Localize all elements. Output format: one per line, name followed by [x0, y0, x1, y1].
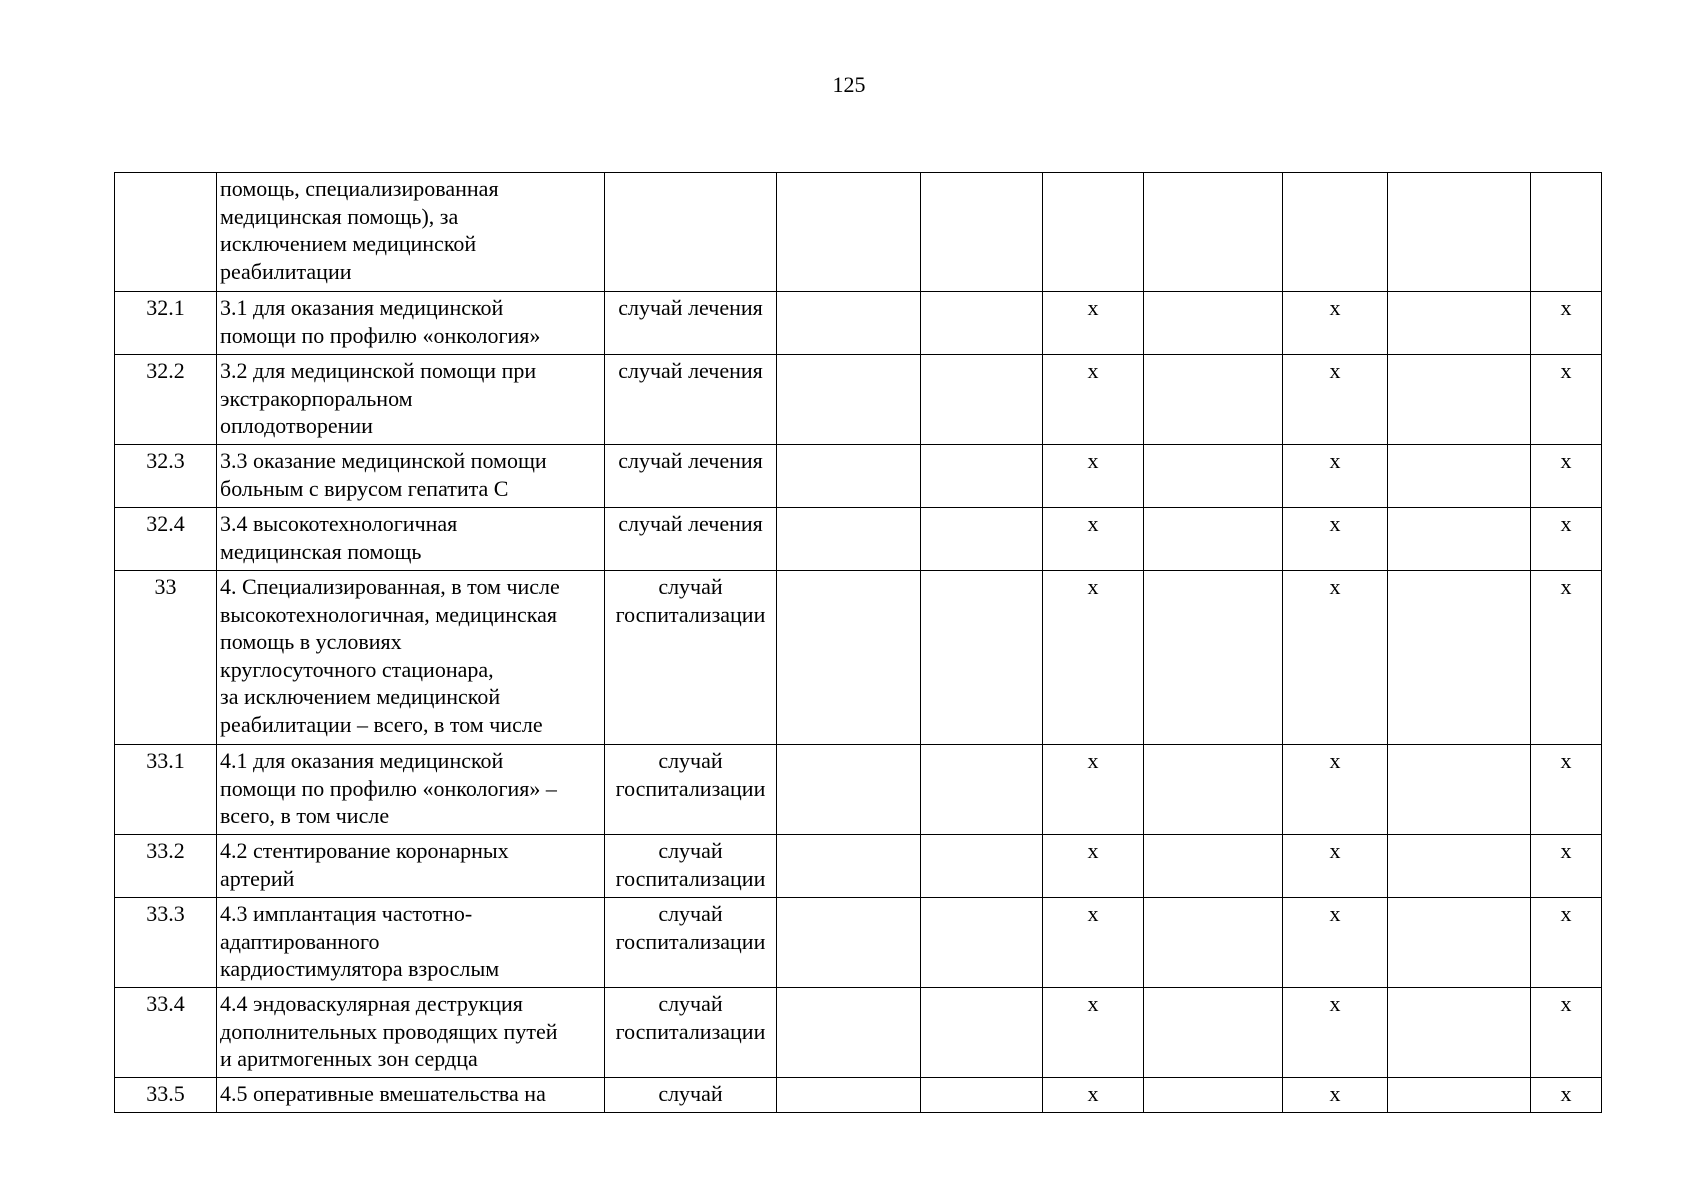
row-unit-line: госпитализации [615, 928, 766, 954]
row-name-line: всего, в том числе [220, 803, 390, 828]
row-unit-line: случай лечения [618, 295, 763, 320]
value-cell [777, 898, 921, 988]
value-cell: х [1043, 292, 1144, 355]
row-unit-line: случай лечения [618, 448, 763, 473]
value-cell [921, 571, 1043, 745]
row-name-line: дополнительных проводящих путей [220, 1018, 558, 1044]
value-cell: х [1043, 1078, 1144, 1113]
value-cell [1388, 1078, 1531, 1113]
row-name-line: 3.1 для оказания медицинской [220, 295, 504, 320]
row-unit-cell [605, 745, 777, 835]
row-name-cell [217, 571, 605, 745]
table-row [115, 1078, 1602, 1113]
value-cell: х [1531, 355, 1602, 445]
row-name-line: артерий [220, 865, 295, 891]
table-row [115, 508, 1602, 571]
row-name-cell [217, 355, 605, 445]
value-cell: х [1283, 988, 1388, 1078]
value-cell [921, 1078, 1043, 1113]
value-cell [777, 292, 921, 355]
row-unit-cell [605, 1078, 777, 1113]
row-unit-cell [605, 898, 777, 988]
row-unit-line: случай [658, 991, 723, 1016]
row-unit-cell [605, 173, 777, 292]
row-number-cell: 33.1 [115, 745, 217, 835]
row-name-line: кардиостимулятора взрослым [220, 956, 500, 981]
value-cell [1043, 173, 1144, 292]
value-cell [1388, 571, 1531, 745]
value-cell: х [1043, 745, 1144, 835]
table-row [115, 745, 1602, 835]
table-row [115, 292, 1602, 355]
value-cell: х [1283, 745, 1388, 835]
value-cell [1144, 508, 1283, 571]
row-unit-cell [605, 988, 777, 1078]
value-cell [777, 508, 921, 571]
value-cell: х [1043, 898, 1144, 988]
value-cell: х [1531, 292, 1602, 355]
table-row [115, 898, 1602, 988]
value-cell [1388, 745, 1531, 835]
row-unit-cell [605, 571, 777, 745]
row-number-cell: 32.3 [115, 445, 217, 508]
row-unit-line: случай [658, 838, 723, 863]
row-name-line: помощи по профилю «онкология» – [220, 775, 557, 801]
row-name-line: больным с вирусом гепатита С [220, 475, 509, 501]
value-cell [921, 745, 1043, 835]
table-row [115, 571, 1602, 745]
value-cell [777, 445, 921, 508]
row-unit-line: случай лечения [618, 358, 763, 383]
row-name-line: 3.3 оказание медицинской помощи [220, 448, 547, 473]
row-name-cell [217, 292, 605, 355]
value-cell [1388, 508, 1531, 571]
value-cell [921, 445, 1043, 508]
value-cell [1144, 571, 1283, 745]
value-cell [921, 355, 1043, 445]
page-number: 125 [832, 72, 866, 97]
value-cell: х [1531, 445, 1602, 508]
row-unit-line: госпитализации [615, 775, 766, 801]
row-name-line: экстракорпоральном [220, 385, 413, 411]
value-cell: х [1043, 835, 1144, 898]
row-number-cell: 32.4 [115, 508, 217, 571]
value-cell: х [1283, 835, 1388, 898]
row-number-cell: 33.3 [115, 898, 217, 988]
value-cell [1144, 988, 1283, 1078]
row-unit-line: случай лечения [618, 511, 763, 536]
value-cell: х [1531, 988, 1602, 1078]
row-number-cell: 33.2 [115, 835, 217, 898]
value-cell [1144, 898, 1283, 988]
row-name-line: за исключением медицинской [220, 684, 501, 709]
row-name-line: 3.4 высокотехнологичная [220, 511, 458, 536]
value-cell [1531, 173, 1602, 292]
value-cell: х [1531, 835, 1602, 898]
row-unit-cell [605, 835, 777, 898]
value-cell: х [1283, 445, 1388, 508]
value-cell: х [1531, 508, 1602, 571]
row-unit-cell [605, 445, 777, 508]
row-name-line: адаптированного [220, 928, 380, 954]
value-cell [921, 835, 1043, 898]
value-cell: х [1283, 1078, 1388, 1113]
row-unit-line: случай [658, 748, 723, 773]
value-cell [1144, 1078, 1283, 1113]
row-name-cell [217, 745, 605, 835]
table-row [115, 173, 1602, 292]
value-cell: х [1043, 355, 1144, 445]
row-name-line: помощь в условиях [220, 629, 402, 654]
row-name-line: реабилитации [220, 258, 352, 284]
value-cell [1144, 173, 1283, 292]
value-cell [1388, 898, 1531, 988]
value-cell [1144, 292, 1283, 355]
value-cell [777, 745, 921, 835]
row-number-cell: 33 [115, 571, 217, 745]
value-cell: х [1531, 571, 1602, 745]
row-unit-line: госпитализации [615, 865, 766, 891]
row-number-cell: 32.1 [115, 292, 217, 355]
value-cell: х [1283, 571, 1388, 745]
table-row [115, 835, 1602, 898]
value-cell [921, 988, 1043, 1078]
row-name-line: 4.1 для оказания медицинской [220, 748, 504, 773]
row-name-line: исключением медицинской [220, 231, 477, 256]
value-cell: х [1283, 508, 1388, 571]
value-cell: х [1531, 1078, 1602, 1113]
row-number-cell: 33.4 [115, 988, 217, 1078]
table-row [115, 445, 1602, 508]
row-name-cell [217, 835, 605, 898]
value-cell [1388, 835, 1531, 898]
row-name-line: оплодотворении [220, 413, 373, 438]
row-name-line: 3.2 для медицинской помощи при [220, 358, 537, 383]
row-unit-line: случай [658, 1081, 723, 1106]
row-name-line: круглосуточного стационара, [220, 656, 494, 682]
value-cell: х [1043, 508, 1144, 571]
table-row [115, 355, 1602, 445]
row-unit-line: случай [658, 901, 723, 926]
value-cell [1388, 988, 1531, 1078]
value-cell [921, 508, 1043, 571]
row-name-line: медицинская помощь), за [220, 203, 459, 229]
row-name-line: помощи по профилю «онкология» [220, 322, 541, 348]
value-cell [777, 173, 921, 292]
value-cell: х [1283, 898, 1388, 988]
value-cell [1388, 173, 1531, 292]
value-cell: х [1531, 898, 1602, 988]
value-cell [921, 173, 1043, 292]
value-cell: х [1531, 745, 1602, 835]
table-row [115, 988, 1602, 1078]
row-name-cell [217, 988, 605, 1078]
row-name-cell [217, 508, 605, 571]
value-cell [777, 988, 921, 1078]
value-cell: х [1043, 988, 1144, 1078]
row-unit-line: госпитализации [615, 601, 766, 627]
row-number-cell [115, 173, 217, 292]
value-cell: х [1043, 571, 1144, 745]
row-name-line: медицинская помощь [220, 538, 422, 564]
row-number-cell: 33.5 [115, 1078, 217, 1113]
value-cell [777, 355, 921, 445]
value-cell [1144, 355, 1283, 445]
row-unit-line: случай [658, 574, 723, 599]
value-cell: х [1043, 445, 1144, 508]
value-cell [1388, 355, 1531, 445]
row-name-line: 4. Специализированная, в том числе [220, 574, 560, 599]
row-name-line: 4.2 стентирование коронарных [220, 838, 509, 863]
row-name-cell [217, 898, 605, 988]
row-name-line: 4.3 имплантация частотно- [220, 901, 473, 926]
row-name-line: и аритмогенных зон сердца [220, 1046, 478, 1071]
value-cell [921, 898, 1043, 988]
row-name-cell [217, 445, 605, 508]
row-name-line: помощь, специализированная [220, 176, 499, 201]
row-name-line: высокотехнологичная, медицинская [220, 601, 557, 627]
value-cell [1144, 445, 1283, 508]
value-cell: х [1283, 292, 1388, 355]
value-cell [777, 835, 921, 898]
table-body [115, 173, 1602, 1113]
value-cell [1388, 292, 1531, 355]
row-unit-cell [605, 508, 777, 571]
value-cell: х [1283, 355, 1388, 445]
data-table [114, 172, 1602, 1113]
value-cell [777, 571, 921, 745]
value-cell [777, 1078, 921, 1113]
row-unit-cell [605, 292, 777, 355]
row-number-cell: 32.2 [115, 355, 217, 445]
row-name-cell [217, 173, 605, 292]
value-cell [1283, 173, 1388, 292]
value-cell [1144, 745, 1283, 835]
value-cell [1144, 835, 1283, 898]
value-cell [921, 292, 1043, 355]
value-cell [1388, 445, 1531, 508]
row-unit-cell [605, 355, 777, 445]
row-unit-line: госпитализации [615, 1018, 766, 1044]
row-name-line: 4.5 оперативные вмешательства на [220, 1081, 546, 1106]
row-name-line: 4.4 эндоваскулярная деструкция [220, 991, 523, 1016]
row-name-cell [217, 1078, 605, 1113]
row-name-line: реабилитации – всего, в том числе [220, 711, 543, 737]
